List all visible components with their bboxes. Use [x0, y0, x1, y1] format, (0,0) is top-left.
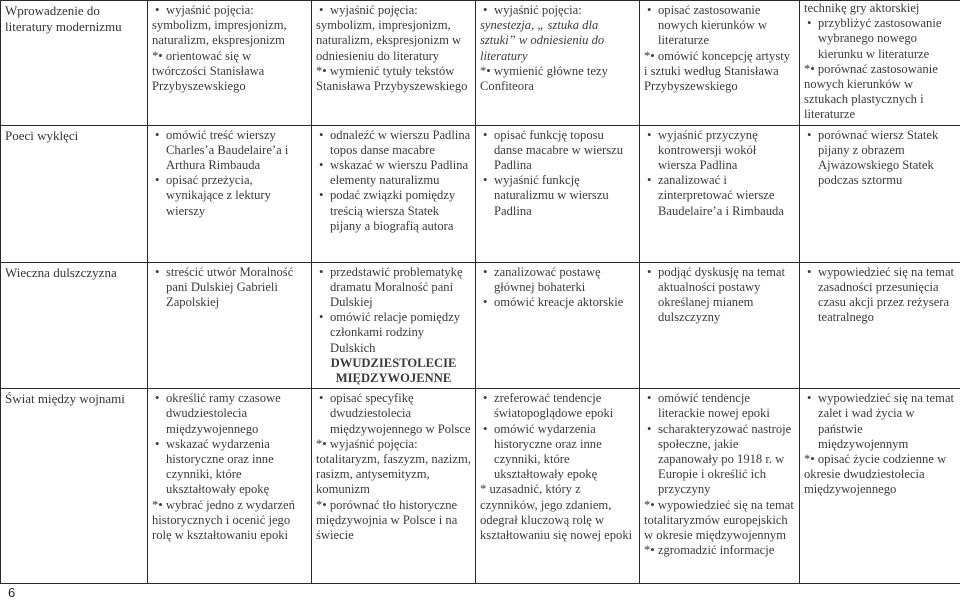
table-row	[1, 125, 960, 262]
table-row	[1, 262, 960, 389]
cell	[148, 125, 312, 262]
list-item: technikę gry aktorskiej	[804, 1, 920, 15]
list-item: • zreferować tendencje światopoglądowe epoki	[480, 391, 635, 421]
topic-cell	[1, 1, 148, 126]
list-item: *• wypowiedzieć się na temat totalitaryzmów europejskich w okresie międzywojennym	[644, 497, 794, 543]
list-item: • podjąć dyskusję na temat aktualności postawy określanej mianem dulszczyzny	[644, 265, 795, 326]
list-item: symbolizm, impresjonizm, naturalizm, ekspresjonizm	[152, 18, 287, 48]
list-item: • scharakteryzować nastroje społeczne, jakie zapanowały po 1918 r. w Europie i określić ich przyczyny	[644, 422, 795, 498]
cell	[148, 1, 312, 126]
list-item: * uzasadnić, który z czynników, jego zdaniem, odegrał kluczową rolę w kształtowaniu się nowej epoki	[480, 482, 633, 543]
list-item: *• zgromadzić informacje	[644, 543, 775, 558]
cell	[800, 125, 960, 262]
list-item: • wyjaśnić przyczynę kontrowersji wokół wiersza Padlina	[644, 128, 795, 174]
cell	[312, 125, 476, 262]
list-item: *• wymienić tytuły tekstów Stanisława Przybyszewskiego	[316, 63, 468, 94]
list-item: • wyjaśnić pojęcia:	[316, 3, 471, 18]
list-item: *• omówić koncepcję artysty i sztuki według Stanisława Przybyszewskiego	[644, 48, 791, 94]
list-item: *• porównać zastosowanie nowych kierunków w sztukach plastycznych i literaturze	[804, 61, 938, 122]
cell	[312, 262, 476, 389]
list-item: • wyjaśnić pojęcia:	[480, 3, 635, 18]
list-item: *• wymienić główne tezy Confiteora	[480, 63, 608, 94]
cell	[640, 389, 800, 584]
topic-label: Świat między wojnami	[5, 391, 125, 407]
list-item: *• wyjaśnić pojęcia: totalitaryzm, faszyzm, nazizm, rasizm, antysemityzm, komunizm	[316, 436, 471, 497]
cell	[148, 389, 312, 584]
list-item: *• porównać tło historyczne międzywojnia w Polsce i na świecie	[316, 497, 458, 543]
list-item: • odnaleźć w wierszu Padlina topos danse macabre	[316, 128, 471, 158]
list-item: • omówić kreacje aktorskie	[480, 295, 635, 310]
list-item: • wypowiedzieć się na temat zasadności przesunięcia czasu akcji przez reżysera teatralnego	[804, 265, 956, 326]
table-row	[1, 389, 960, 584]
cell	[640, 1, 800, 126]
topic-label: Wieczna dulszczyzna	[5, 264, 117, 280]
epoch-heading: DWUDZIESTOLECIE MIĘDZYWOJENNE	[330, 355, 457, 386]
list-item: • omówić relacje pomiędzy członkami rodziny Dulskich	[316, 310, 471, 356]
list-item: • wskazać wydarzenia historyczne oraz inne czynniki, które ukształtowały epokę	[152, 437, 307, 498]
cell	[476, 389, 640, 584]
list-item: • zanalizować i zinterpretować wiersze Baudelaire’a i Rimbauda	[644, 173, 795, 219]
topic-cell	[1, 125, 148, 262]
cell	[800, 262, 960, 389]
cell	[800, 389, 960, 584]
list-item: • wskazać w wierszu Padlina elementy naturalizmu	[316, 158, 471, 188]
cell	[476, 1, 640, 126]
list-item: • opisać funkcję toposu danse macabre w wierszu Padlina	[480, 128, 635, 174]
cell	[476, 262, 640, 389]
list-item: • przedstawić problematykę dramatu Moralność pani Dulskiej	[316, 265, 471, 311]
cell	[312, 389, 476, 584]
list-item: • omówić wydarzenia historyczne oraz inne czynniki, które ukształtowały epokę	[480, 422, 635, 483]
page-number: 6	[8, 585, 16, 600]
topic-cell	[1, 389, 148, 584]
list-item: • porównać wiersz Statek pijany z obrazem Ajwazowskiego Statek podczas sztormu	[804, 128, 956, 189]
list-item: • wyjaśnić pojęcia:	[152, 3, 307, 18]
list-item: • przybliżyć zastosowanie wybranego nowego kierunku w literaturze	[804, 16, 956, 62]
list-item: • wypowiedzieć się na temat zalet i wad życia w państwie międzywojennym	[804, 391, 956, 452]
table-row	[1, 1, 960, 126]
list-item: • opisać specyfikę dwudziestolecia międzywojennego w Polsce	[316, 391, 471, 437]
list-item: *• orientować się w twórczości Stanisława Przybyszewskiego	[152, 48, 265, 94]
list-item: • streścić utwór Moralność pani Dulskiej Gabrieli Zapolskiej	[152, 265, 307, 311]
list-item: • zanalizować postawę głównej bohaterki	[480, 265, 635, 295]
topic-cell	[1, 262, 148, 389]
list-item: • podać związki pomiędzy treścią wiersza Statek pijany a biografią autora	[316, 188, 471, 234]
list-item: symbolizm, impresjonizm, naturalizm, ekspresjonizm w odniesieniu do literatury	[316, 18, 462, 63]
topic-label: Wprowadzenie do literatury modernizmu	[5, 3, 122, 34]
list-item: • określić ramy czasowe dwudziestolecia międzywojennego	[152, 391, 307, 437]
list-item: • opisać zastosowanie nowych kierunków w literaturze	[644, 3, 795, 49]
list-item: *• wybrać jedno z wydarzeń historycznych i ocenić jego rolę w kształtowaniu epoki	[152, 497, 295, 543]
list-item: *• opisać życie codzienne w okresie dwudziestolecia międzywojennego	[804, 452, 947, 497]
list-item: • wyjaśnić funkcję naturalizmu w wierszu Padlina	[480, 173, 635, 219]
cell	[476, 125, 640, 262]
cell	[640, 262, 800, 389]
cell	[148, 262, 312, 389]
list-item: • omówić tendencje literackie nowej epoki	[644, 391, 795, 421]
topic-label: Poeci wyklęci	[5, 127, 79, 143]
list-item: synestezja, „ sztuka dla sztuki” w odniesieniu do literatury	[480, 18, 605, 63]
list-item: • omówić treść wierszy Charles’a Baudelaire’a i Arthura Rimbauda	[152, 128, 307, 174]
cell	[640, 125, 800, 262]
list-item: • opisać przeżycia, wynikające z lektury wierszy	[152, 173, 307, 219]
cell	[800, 1, 960, 126]
cell	[312, 1, 476, 126]
